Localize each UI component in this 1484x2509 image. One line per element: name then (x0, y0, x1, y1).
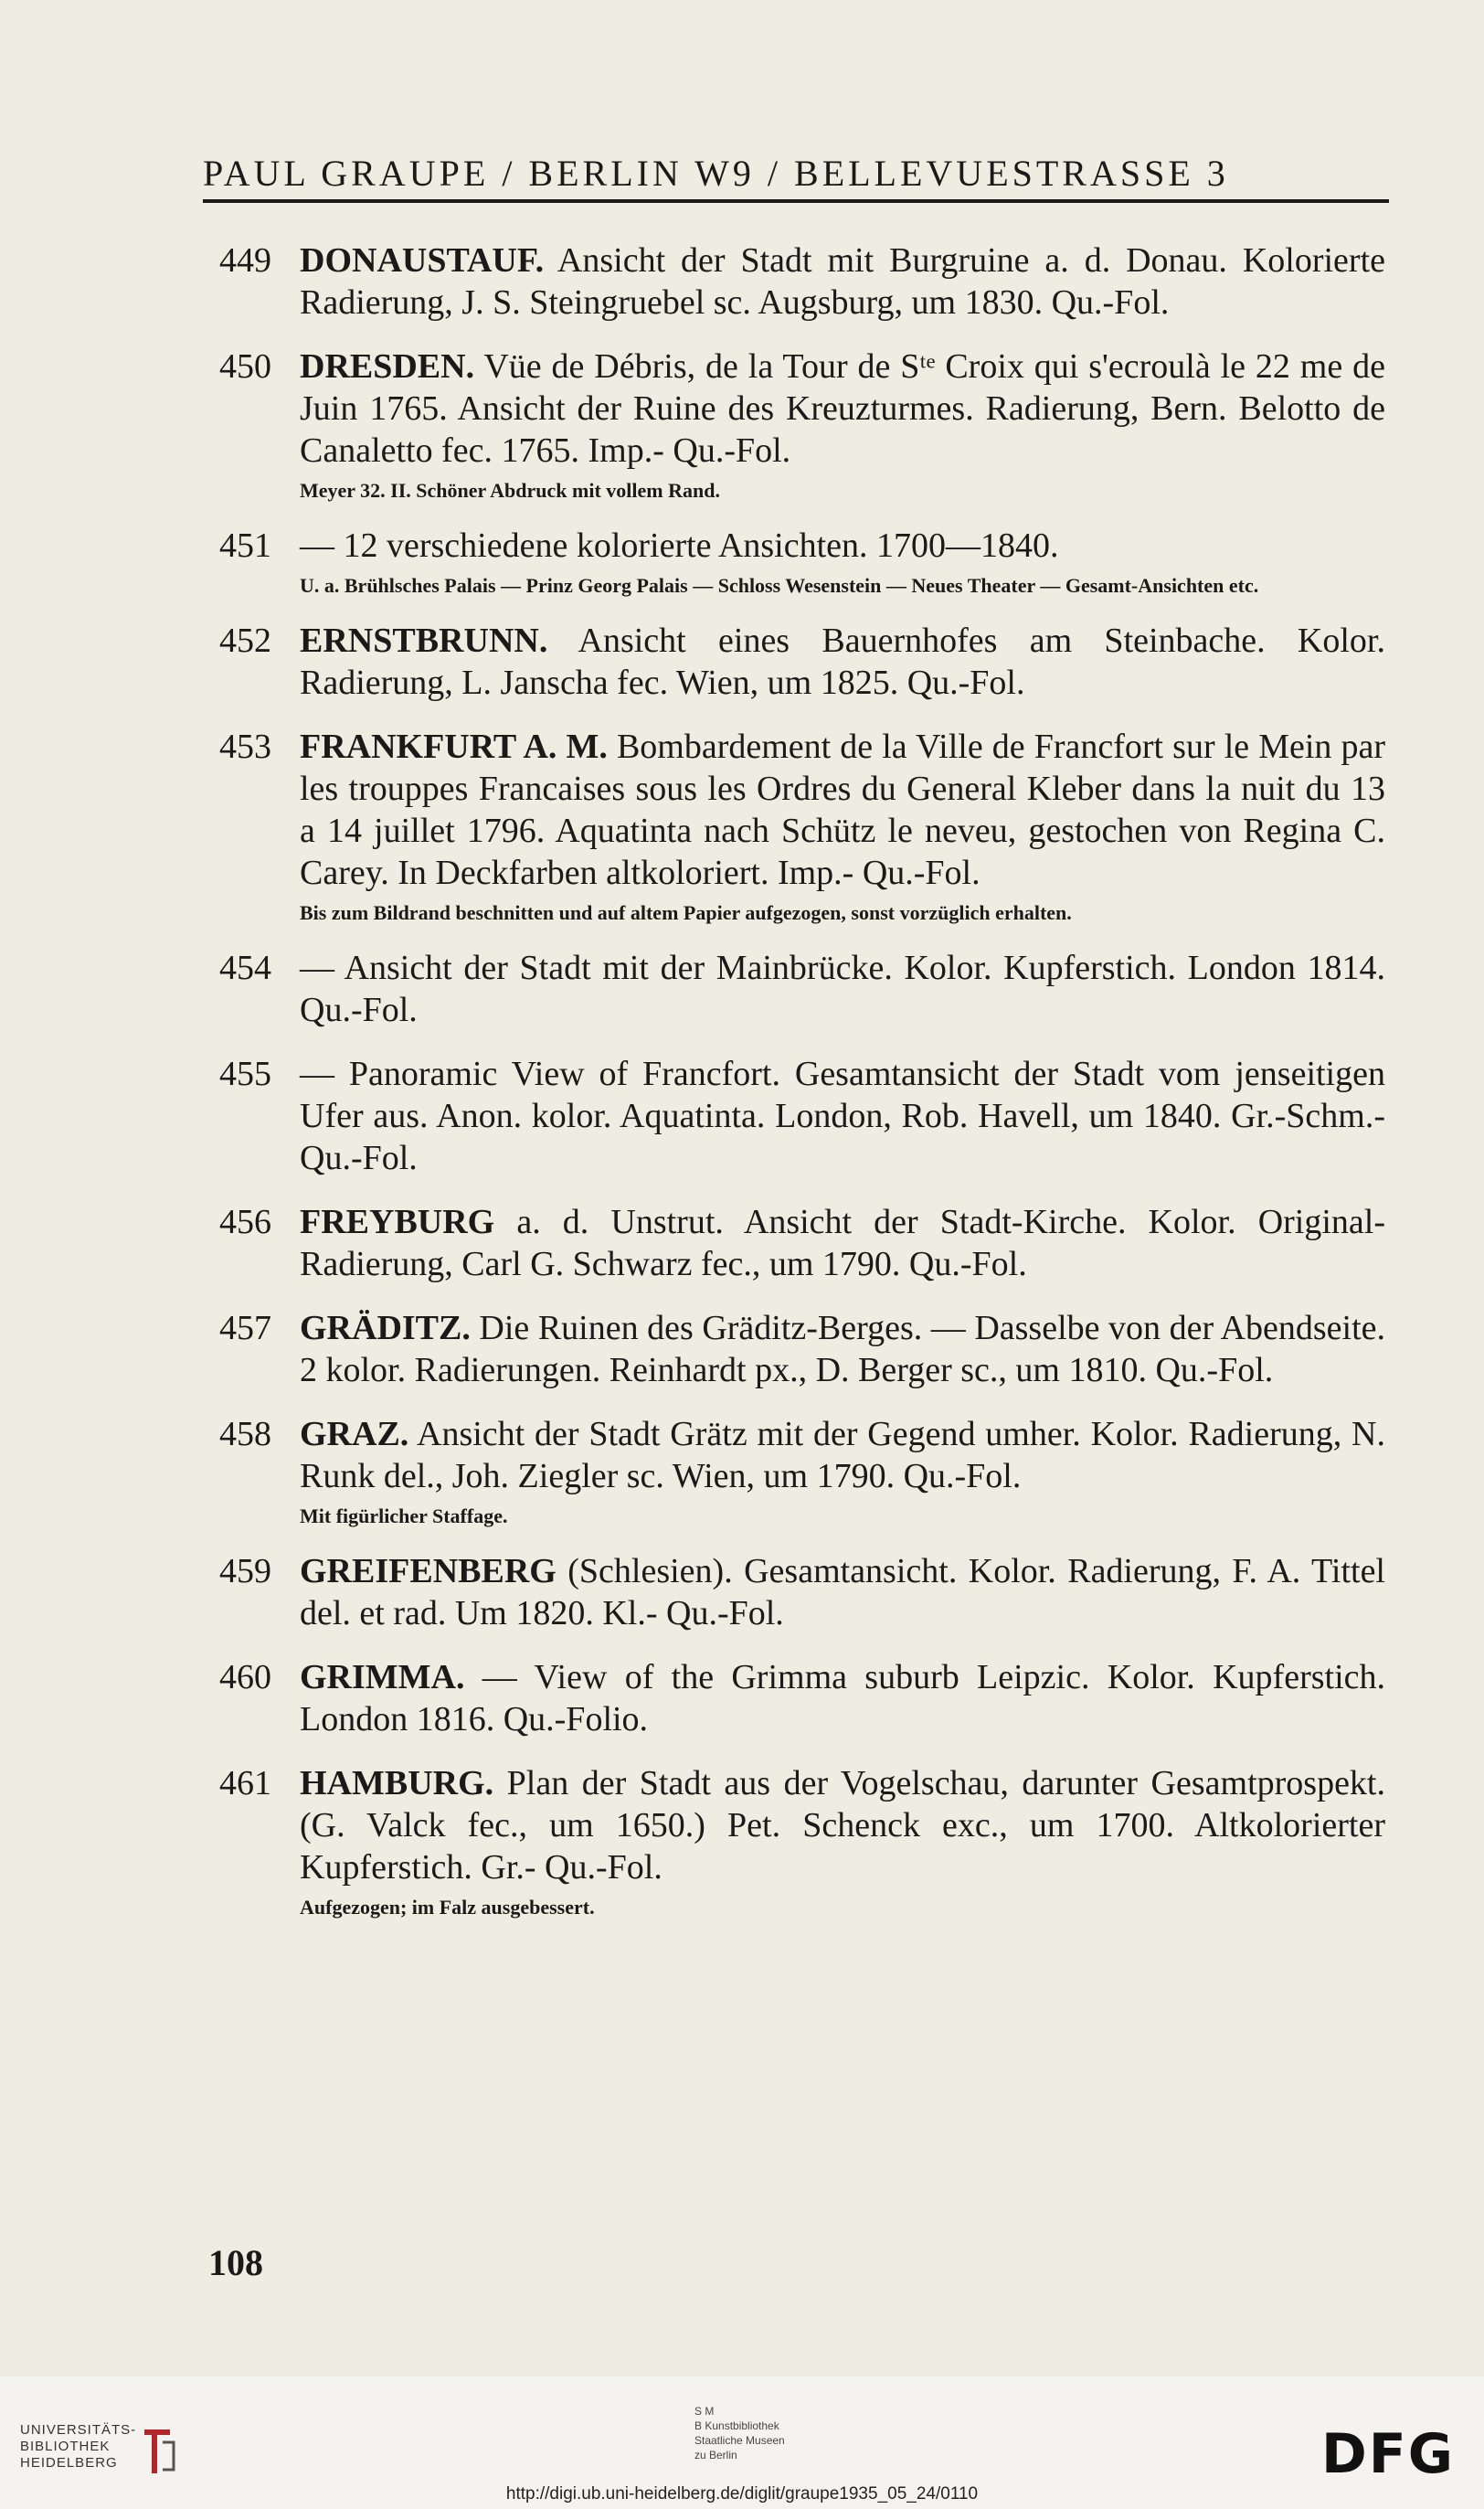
entry-title: GRÄDITZ. (300, 1309, 471, 1347)
university-line: HEIDELBERG (20, 2455, 118, 2471)
catalog-entry (219, 1550, 1385, 1634)
entry-number: 457 (219, 1309, 271, 1347)
catalog-entry (219, 1201, 1385, 1285)
university-line: BIBLIOTHEK (20, 2439, 111, 2454)
catalog-entry (219, 1307, 1385, 1391)
entry-number: 460 (219, 1658, 271, 1696)
entry-number: 452 (219, 622, 271, 660)
entry-number: 461 (219, 1764, 271, 1802)
header-rule (203, 199, 1389, 203)
entry-number: 459 (219, 1552, 271, 1590)
entry-text: — Ansicht der Stadt mit der Mainbrücke. Kolor. Kupferstich. London 1814. Qu.-Fol. (300, 949, 1385, 1029)
entry-note: Aufgezogen; im Falz ausgebessert. (300, 1896, 595, 1919)
entry-number: 453 (219, 728, 271, 766)
museum-line: Staatliche Museen (694, 2434, 785, 2447)
entry-title: FREYBURG (300, 1203, 495, 1241)
entry-title: ERNSTBRUNN. (300, 622, 548, 660)
entry-text: Vüe de Débris, de la Tour de Sᵗᵉ Croix qui s'ecroulà le 22 me de Juin 1765. Ansicht der Ruine des Kreuzturmes. Radierung, Bern. Belotto de Canaletto fec. 1765. Imp.- Qu.-Fol. (300, 347, 1385, 470)
museum-line: S M (694, 2405, 715, 2418)
entry-title: GRAZ. (300, 1415, 409, 1453)
entry-text: (Schlesien). Gesamtansicht. Kolor. Radierung, F. A. Tittel del. et rad. Um 1820. Kl.- Qu.-Fol. (300, 1552, 1385, 1632)
entry-title: DRESDEN. (300, 347, 475, 386)
museum-line: zu Berlin (694, 2449, 737, 2461)
entry-number: 456 (219, 1203, 271, 1241)
entry-text: — Panoramic View of Francfort. Gesamtansicht der Stadt vom jenseitigen Ufer aus. Anon. kolor. Aquatinta. London, Rob. Havell, um 1840. Gr.-Schm.- Qu.-Fol. (300, 1055, 1385, 1177)
entry-title: DONAUSTAUF. (300, 241, 545, 280)
entry-text: Die Ruinen des Gräditz-Berges. — Dasselbe von der Abendseite. 2 kolor. Radierungen. Reinhardt px., D. Berger sc., um 1810. Qu.-Fol. (300, 1309, 1385, 1389)
university-line: UNIVERSITÄTS- (20, 2422, 137, 2438)
entry-note: Meyer 32. II. Schöner Abdruck mit vollem Rand. (300, 479, 720, 502)
entry-text: a. d. Unstrut. Ansicht der Stadt-Kirche. Kolor. Original-Radierung, Carl G. Schwarz fec., um 1790. Qu.-Fol. (300, 1203, 1385, 1283)
entry-number: 458 (219, 1415, 271, 1453)
catalog-entry (219, 1053, 1385, 1179)
entry-title: FRANKFURT A. M. (300, 728, 608, 766)
dfg-logo: DFG (1321, 2422, 1456, 2486)
entry-note: Mit figürlicher Staffage. (300, 1504, 508, 1527)
page-header: PAUL GRAUPE / BERLIN W9 / BELLEVUESTRASSE 3 (203, 153, 1229, 194)
university-library-logo-text (20, 2422, 136, 2472)
entry-title: HAMBURG. (300, 1764, 494, 1802)
entry-number: 450 (219, 347, 271, 386)
entry-text: Bombardement de la Ville de Francfort sur le Mein par les trouppes Francaises sous les Ordres du General Kleber dans la nuit du 13 a 14 juillet 1796. Aquatinta nach Schütz le neveu, gestochen von Regina C. Carey. In Deckfarben altkoloriert. Imp.- Qu.-Fol. (300, 728, 1385, 892)
catalog-entries (219, 239, 1385, 1941)
entry-title: GRIMMA. (300, 1658, 465, 1696)
entry-number: 451 (219, 526, 271, 565)
entry-number: 455 (219, 1055, 271, 1093)
catalog-entry (219, 239, 1385, 324)
source-url-link[interactable]: http://digi.ub.uni-heidelberg.de/diglit/graupe1935_05_24/0110 (505, 2484, 979, 2504)
catalog-entry (219, 1762, 1385, 1919)
entry-title: GREIFENBERG (300, 1552, 556, 1590)
catalog-entry (219, 346, 1385, 503)
museum-logo-text (694, 2404, 785, 2462)
catalog-entry (219, 1656, 1385, 1740)
catalog-entry (219, 947, 1385, 1031)
entry-note: U. a. Brühlsches Palais — Prinz Georg Palais — Schloss Wesenstein — Neues Theater — Gesamt-Ansichten etc. (300, 574, 1259, 597)
entry-note: Bis zum Bildrand beschnitten und auf altem Papier aufgezogen, sonst vorzüglich erhalten. (300, 901, 1072, 924)
entry-text: Ansicht eines Bauernhofes am Steinbache. Kolor. Radierung, L. Janscha fec. Wien, um 1825. Qu.-Fol. (300, 622, 1385, 702)
museum-line: B Kunstbibliothek (694, 2419, 779, 2432)
catalog-entry (219, 726, 1385, 925)
library-emblem-icon (137, 2422, 177, 2477)
entry-text: — 12 verschiedene kolorierte Ansichten. 1700—1840. (300, 526, 1059, 565)
catalog-entry (219, 620, 1385, 704)
page-number: 108 (208, 2242, 263, 2283)
entry-number: 454 (219, 949, 271, 987)
catalog-entry (219, 525, 1385, 598)
entry-text: Ansicht der Stadt Grätz mit der Gegend umher. Kolor. Radierung, N. Runk del., Joh. Ziegler sc. Wien, um 1790. Qu.-Fol. (300, 1415, 1385, 1495)
digitization-footer (0, 2376, 1484, 2509)
entry-number: 449 (219, 241, 271, 280)
entry-text: Ansicht der Stadt mit Burgruine a. d. Donau. Kolorierte Radierung, J. S. Steingruebel sc. Augsburg, um 1830. Qu.-Fol. (300, 241, 1385, 322)
entry-text: — View of the Grimma suburb Leipzic. Kolor. Kupferstich. London 1816. Qu.-Folio. (300, 1658, 1385, 1738)
catalog-entry (219, 1413, 1385, 1528)
entry-text: Plan der Stadt aus der Vogelschau, darunter Gesamtprospekt. (G. Valck fec., um 1650.) Pet. Schenck exc., um 1700. Altkolorierter Kupferstich. Gr.- Qu.-Fol. (300, 1764, 1385, 1887)
